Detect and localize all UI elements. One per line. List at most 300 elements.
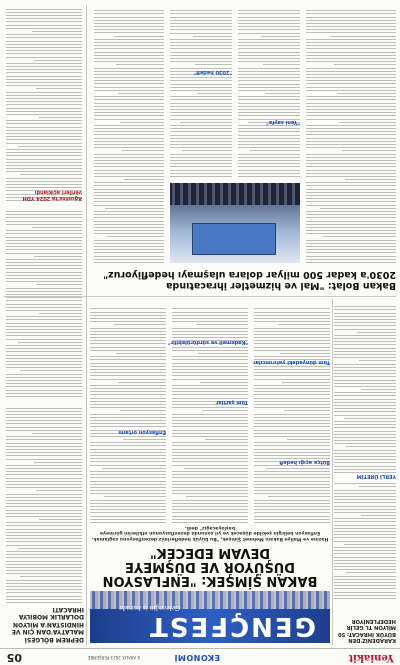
- text-line: [94, 26, 164, 27]
- text-line: [34, 256, 82, 257]
- text-line: [90, 350, 166, 351]
- text-line: [94, 23, 164, 24]
- text-line: [306, 205, 396, 206]
- brand-logo: Yeniakit: [348, 652, 394, 663]
- text-line: [172, 318, 248, 319]
- text-line: [94, 144, 164, 145]
- text-line: [6, 218, 82, 219]
- main-subhead-3: Enflasyon ortamı: [118, 429, 166, 435]
- text-line: [254, 430, 330, 431]
- text-line: [170, 135, 232, 136]
- text-line: [172, 465, 248, 466]
- text-line: [334, 357, 396, 358]
- text-line: [172, 315, 248, 316]
- text-line: [6, 596, 82, 597]
- text-line: [90, 461, 166, 462]
- text-line: [172, 455, 248, 456]
- text-line: [94, 45, 164, 46]
- text-line: [90, 426, 166, 427]
- right-column-heading: DEPREM BÖLGESİ MALATYA'DAN ÇIN VE HINDISTAN'A MILYON DOLARLIK MOBILYA IHRACATI: [11, 606, 84, 643]
- text-line: [6, 316, 82, 317]
- text-line: [186, 497, 248, 498]
- text-line: [90, 347, 166, 348]
- text-line: [6, 76, 82, 77]
- text-line: [6, 66, 82, 67]
- text-line: [254, 388, 330, 389]
- text-line: [116, 64, 164, 65]
- text-line: [6, 25, 82, 26]
- bolat-title-line-2: 2030'a kadar 500 milyar dolara ulaşmayı hedefliyoruz": [103, 269, 396, 280]
- text-line: [6, 304, 82, 305]
- text-line: [6, 297, 82, 298]
- text-line: [94, 176, 164, 177]
- text-line: [172, 449, 248, 450]
- text-line: [172, 493, 248, 494]
- header-bar: [0, 648, 400, 665]
- text-line: [6, 478, 82, 479]
- text-line: [254, 471, 330, 472]
- text-line: [357, 332, 396, 333]
- text-line: [120, 122, 164, 123]
- text-line: [105, 208, 164, 209]
- text-line: [334, 576, 396, 577]
- text-line: [334, 325, 396, 326]
- text-line: [334, 383, 396, 384]
- text-line: [238, 52, 300, 53]
- text-line: [172, 484, 248, 485]
- text-line: [6, 332, 82, 333]
- text-line: [334, 493, 396, 494]
- text-line: [306, 96, 396, 97]
- text-line: [170, 144, 232, 145]
- text-line: [39, 313, 82, 314]
- text-line: [254, 522, 330, 523]
- main-title-line-1: BAKAN ŞİMŞEK: "ENFLASYON: [102, 573, 318, 588]
- text-line: [254, 350, 330, 351]
- text-line: [306, 195, 396, 196]
- text-line: [90, 500, 166, 501]
- text-line: [94, 195, 164, 196]
- text-line: [94, 58, 164, 59]
- text-line: [306, 211, 396, 212]
- text-line: [265, 93, 300, 94]
- text-line: [334, 506, 396, 507]
- text-line: [254, 446, 330, 447]
- text-line: [172, 312, 248, 313]
- text-line: [172, 446, 248, 447]
- text-line: [254, 407, 330, 408]
- text-line: [334, 483, 396, 484]
- text-line: [6, 573, 82, 574]
- text-line: [320, 208, 396, 209]
- text-line: [306, 55, 396, 56]
- text-line: [306, 103, 396, 104]
- text-line: [90, 407, 166, 408]
- text-line: [334, 386, 396, 387]
- text-line: [172, 522, 248, 523]
- text-line: [172, 509, 248, 510]
- text-line: [334, 528, 396, 529]
- text-line: [254, 436, 330, 437]
- text-line: [306, 26, 396, 27]
- text-line: [94, 141, 164, 142]
- text-line: [90, 328, 166, 329]
- text-line: [238, 77, 300, 78]
- text-line: [90, 471, 166, 472]
- text-line: [306, 201, 396, 202]
- text-line: [6, 57, 82, 58]
- text-line: [334, 345, 396, 346]
- text-line: [94, 230, 164, 231]
- text-line: [6, 95, 82, 96]
- text-line: [334, 351, 396, 352]
- text-line: [334, 427, 396, 428]
- text-line: [172, 474, 248, 475]
- text-line: [334, 462, 396, 463]
- text-line: [90, 366, 166, 367]
- text-line: [6, 47, 82, 48]
- text-line: [238, 147, 300, 148]
- text-line: [6, 570, 82, 571]
- bolat-text-col-3: [170, 5, 232, 177]
- text-line: [334, 557, 396, 558]
- text-line: [94, 87, 164, 88]
- text-line: [250, 151, 300, 152]
- text-line: [6, 503, 82, 504]
- text-line: [94, 157, 164, 158]
- text-line: [90, 509, 166, 510]
- text-line: [90, 391, 166, 392]
- text-line: [172, 423, 248, 424]
- text-line: [90, 423, 166, 424]
- text-line: [94, 115, 164, 116]
- text-line: [238, 141, 300, 142]
- text-line: [254, 452, 330, 453]
- text-line: [200, 382, 248, 383]
- text-line: [90, 442, 166, 443]
- text-line: [287, 439, 330, 440]
- main-subhead-4: "Kademeli ve sürdürülebilir": [167, 339, 248, 345]
- text-line: [6, 272, 82, 273]
- text-line: [20, 175, 82, 176]
- section-divider: [4, 296, 396, 297]
- text-line: [172, 471, 248, 472]
- text-line: [306, 109, 396, 110]
- text-line: [170, 87, 232, 88]
- text-line: [238, 170, 300, 171]
- text-line: [6, 580, 82, 581]
- text-line: [170, 23, 232, 24]
- main-subhead-5: Tüm dünyadaki yatırımcılar: [253, 359, 330, 365]
- text-line: [6, 300, 82, 301]
- text-line: [334, 579, 396, 580]
- text-line: [205, 439, 248, 440]
- text-line: [334, 450, 396, 451]
- text-line: [94, 52, 164, 53]
- main-story-deck: Hazine ve Maliye Bakanı Mehmet Şimşek, "Bu büyük hedeflerimiz dezenflasyonu sağlamak. Enflasyon belirgin şekilde düşecek ve yıl sonunda dezenflasyonun etkilerini görmeye başlayacağız" dedi.: [91, 524, 329, 541]
- text-line: [6, 224, 82, 225]
- text-line: [197, 93, 232, 94]
- text-line: [94, 119, 164, 120]
- text-line: [170, 154, 232, 155]
- text-line: [254, 337, 330, 338]
- text-line: [306, 112, 396, 113]
- text-line: [334, 411, 396, 412]
- text-line: [172, 506, 248, 507]
- text-line: [170, 141, 232, 142]
- text-line: [172, 350, 248, 351]
- text-line: [94, 160, 164, 161]
- text-line: [172, 328, 248, 329]
- text-line: [172, 433, 248, 434]
- text-line: [238, 39, 300, 40]
- text-line: [254, 328, 330, 329]
- text-line: [172, 461, 248, 462]
- text-line: [6, 240, 82, 241]
- text-line: [344, 544, 396, 545]
- text-line: [334, 566, 396, 567]
- text-line: [6, 475, 82, 476]
- bolat-subhead-1: "Yeni sayfa": [266, 119, 300, 125]
- text-line: [6, 367, 82, 368]
- text-line: [172, 430, 248, 431]
- bolat-subhead-2: "2030 hedefi": [193, 69, 232, 75]
- text-line: [6, 355, 82, 356]
- text-line: [182, 151, 232, 152]
- text-line: [6, 459, 82, 460]
- text-line: [6, 439, 82, 440]
- text-line: [90, 455, 166, 456]
- text-line: [94, 103, 164, 104]
- text-line: [90, 363, 166, 364]
- text-line: [306, 243, 396, 244]
- text-line: [306, 45, 396, 46]
- page-date: 8 ARALIK 2023 PERŞEMBE: [87, 655, 140, 660]
- text-line: [306, 262, 396, 263]
- text-line: [238, 115, 300, 116]
- text-line: [238, 128, 300, 129]
- text-line: [334, 376, 396, 377]
- text-line: [280, 353, 330, 354]
- right-text-col-2: [6, 207, 82, 397]
- text-line: [90, 465, 166, 466]
- text-line: [254, 442, 330, 443]
- text-line: [342, 150, 396, 151]
- text-line: [254, 398, 330, 399]
- text-line: [6, 184, 82, 185]
- text-line: [306, 160, 396, 161]
- text-line: [254, 519, 330, 520]
- text-line: [90, 337, 166, 338]
- text-line: [172, 331, 248, 332]
- text-line: [254, 340, 330, 341]
- text-line: [306, 135, 396, 136]
- text-line: [94, 243, 164, 244]
- text-line: [94, 42, 164, 43]
- text-line: [306, 221, 396, 222]
- text-line: [254, 493, 330, 494]
- main-story-title: [90, 545, 330, 587]
- text-line: [20, 371, 82, 372]
- text-line: [254, 449, 330, 450]
- text-line: [6, 41, 82, 42]
- text-line: [6, 329, 82, 330]
- column-rule-1: [332, 299, 333, 645]
- text-line: [345, 179, 396, 180]
- text-line: [170, 112, 232, 113]
- text-line: [170, 42, 232, 43]
- text-line: [90, 321, 166, 322]
- text-line: [6, 253, 82, 254]
- text-line: [6, 471, 82, 472]
- text-line: [172, 519, 248, 520]
- text-line: [334, 502, 396, 503]
- text-line: [170, 131, 232, 132]
- text-line: [94, 61, 164, 62]
- text-line: [104, 497, 166, 498]
- text-line: [6, 557, 82, 558]
- conference-photo: [170, 183, 300, 263]
- text-line: [94, 182, 164, 183]
- text-line: [6, 149, 82, 150]
- text-line: [94, 68, 164, 69]
- text-line: [6, 79, 82, 80]
- text-line: [94, 154, 164, 155]
- text-line: [6, 278, 82, 279]
- text-line: [196, 324, 248, 325]
- text-line: [334, 563, 396, 564]
- text-line: [238, 58, 300, 59]
- text-line: [254, 506, 330, 507]
- text-line: [170, 39, 232, 40]
- text-line: [254, 321, 330, 322]
- text-line: [6, 339, 82, 340]
- text-line: [170, 115, 232, 116]
- text-line: [6, 538, 82, 539]
- text-line: [6, 104, 82, 105]
- text-line: [90, 372, 166, 373]
- text-line: [334, 588, 396, 589]
- text-line: [6, 500, 82, 501]
- text-line: [94, 173, 164, 174]
- text-line: [172, 458, 248, 459]
- text-line: [6, 420, 82, 421]
- text-line: [254, 423, 330, 424]
- text-line: [306, 147, 396, 148]
- text-line: [238, 61, 300, 62]
- text-line: [34, 60, 82, 61]
- text-line: [306, 13, 396, 14]
- text-line: [254, 503, 330, 504]
- text-line: [170, 170, 232, 171]
- text-line: [6, 22, 82, 23]
- text-line: [90, 474, 166, 475]
- text-line: [32, 31, 82, 32]
- text-line: [6, 602, 82, 603]
- text-line: [39, 519, 82, 520]
- text-line: [346, 447, 396, 448]
- text-line: [238, 163, 300, 164]
- text-line: [6, 414, 82, 415]
- main-text-col-1: [254, 303, 330, 523]
- text-line: [334, 335, 396, 336]
- text-line: [6, 411, 82, 412]
- text-line: [172, 366, 248, 367]
- text-line: [306, 176, 396, 177]
- text-line: [170, 173, 232, 174]
- text-line: [90, 398, 166, 399]
- text-line: [334, 598, 396, 599]
- text-line: [94, 135, 164, 136]
- text-line: [261, 36, 300, 37]
- text-line: [170, 84, 232, 85]
- text-line: [90, 446, 166, 447]
- text-line: [6, 152, 82, 153]
- text-line: [18, 146, 82, 147]
- text-line: [170, 90, 232, 91]
- text-line: [6, 133, 82, 134]
- text-line: [170, 128, 232, 129]
- text-line: [94, 33, 164, 34]
- text-line: [284, 410, 330, 411]
- text-line: [238, 13, 300, 14]
- text-line: [94, 211, 164, 212]
- text-line: [306, 71, 396, 72]
- text-line: [36, 284, 82, 285]
- text-line: [90, 404, 166, 405]
- text-line: [334, 550, 396, 551]
- text-line: [254, 401, 330, 402]
- text-line: [282, 382, 330, 383]
- text-line: [306, 119, 396, 120]
- text-line: [6, 510, 82, 511]
- text-line: [6, 28, 82, 29]
- text-line: [238, 131, 300, 132]
- text-line: [306, 198, 396, 199]
- text-line: [170, 106, 232, 107]
- text-line: [306, 17, 396, 18]
- text-line: [254, 404, 330, 405]
- text-line: [6, 535, 82, 536]
- text-line: [6, 124, 82, 125]
- text-line: [306, 233, 396, 234]
- text-line: [172, 372, 248, 373]
- text-line: [102, 468, 166, 469]
- text-line: [90, 417, 166, 418]
- text-line: [334, 354, 396, 355]
- bolat-title-line-1: Bakan Bolat: "Mal ve hizmetler ihracatında: [166, 280, 396, 291]
- banner-title: GENÇFEST: [148, 611, 316, 641]
- text-line: [170, 157, 232, 158]
- text-line: [334, 509, 396, 510]
- text-line: [238, 29, 300, 30]
- text-line: [306, 68, 396, 69]
- text-line: [254, 312, 330, 313]
- text-line: [94, 17, 164, 18]
- text-line: [6, 139, 82, 140]
- text-line: [6, 427, 82, 428]
- text-line: [6, 136, 82, 137]
- text-line: [334, 306, 396, 307]
- main-subhead-1: Bütçe açığı hedefi: [279, 459, 330, 465]
- text-line: [6, 168, 82, 169]
- text-line: [254, 379, 330, 380]
- text-line: [334, 440, 396, 441]
- text-line: [6, 586, 82, 587]
- text-line: [90, 449, 166, 450]
- text-line: [238, 71, 300, 72]
- text-line: [6, 181, 82, 182]
